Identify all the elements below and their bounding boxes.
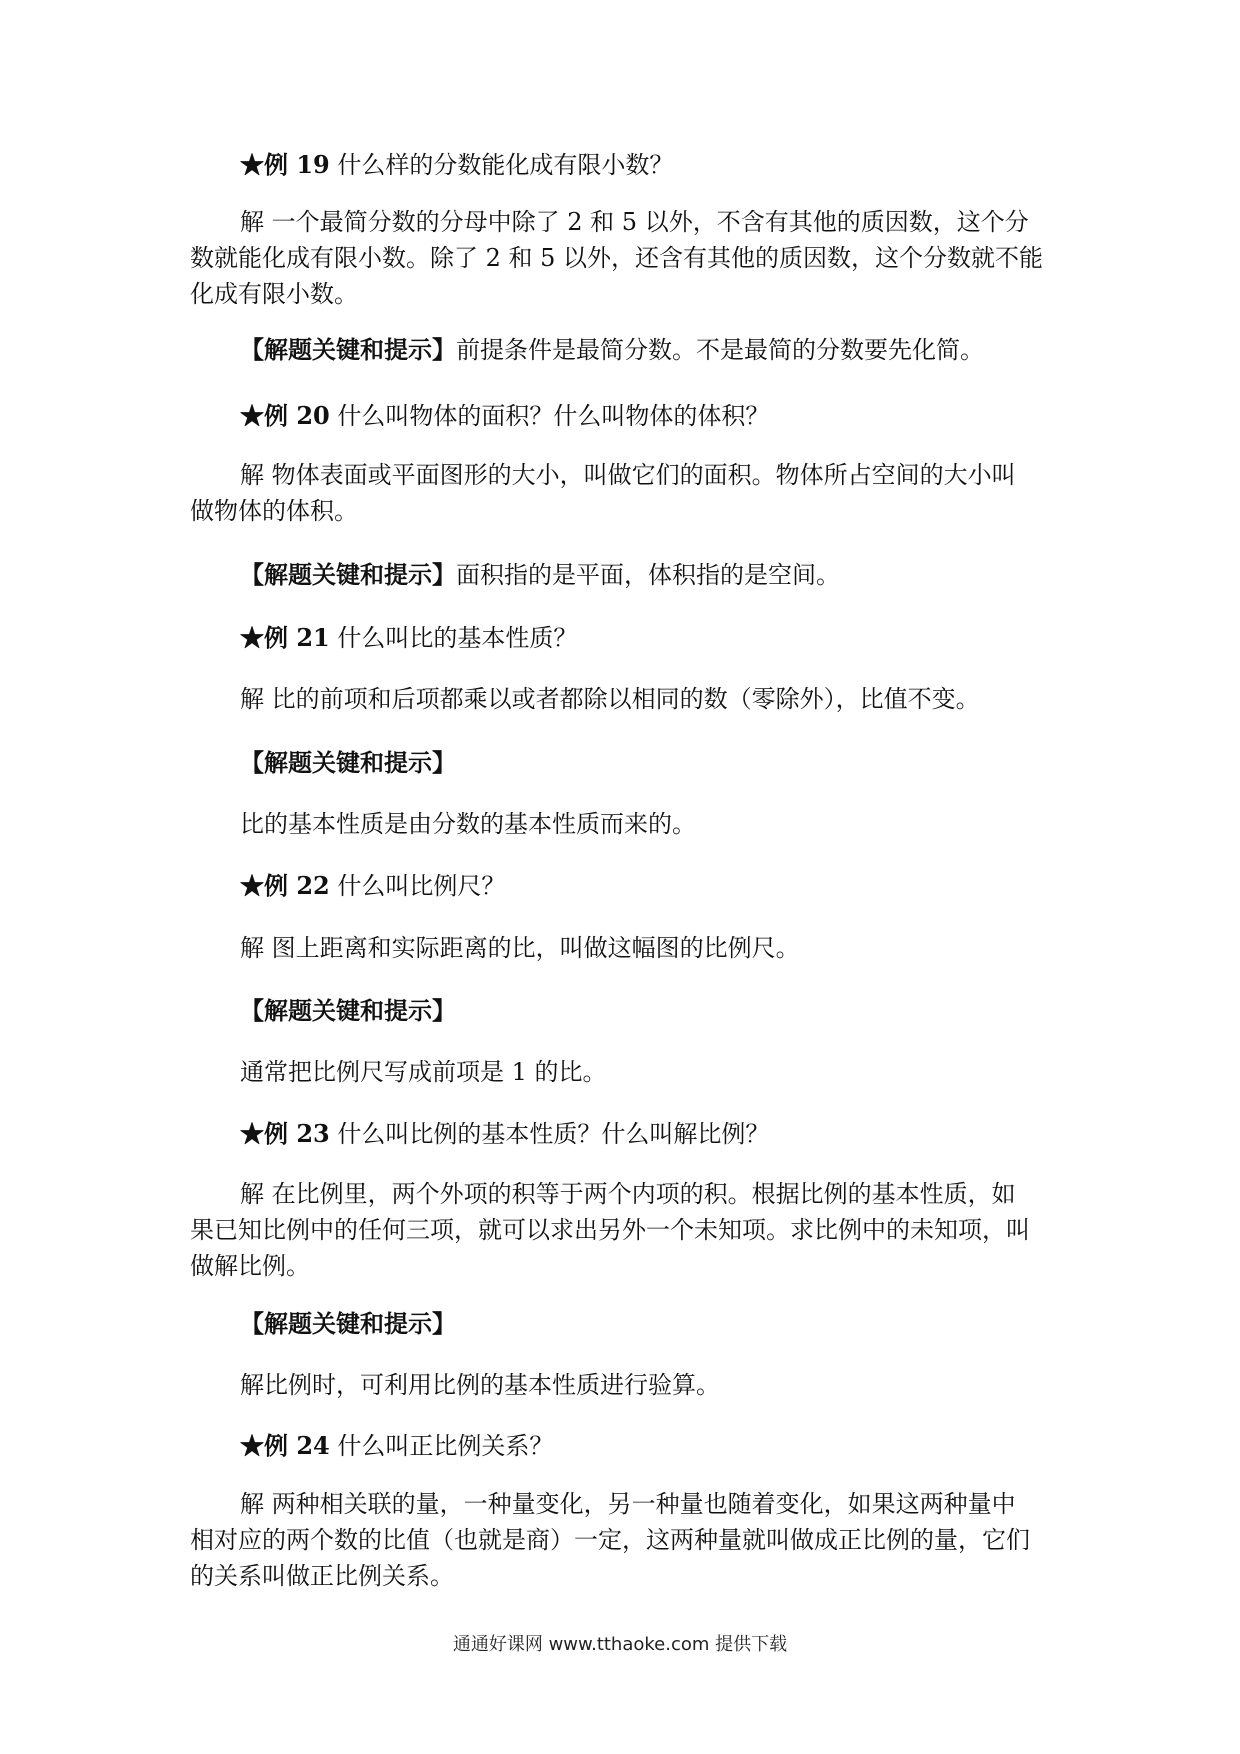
hint-text: 面积指的是平面，体积指的是空间。 — [456, 561, 840, 589]
example-20-answer-line-2: 做物体的体积。 — [190, 497, 358, 525]
example-question: 什么叫比的基本性质？ — [337, 624, 578, 652]
example-22-hint-text: 通常把比例尺写成前项是 1 的比。 — [240, 1058, 607, 1086]
answer-label: 解 — [240, 1490, 264, 1518]
example-19-title — [240, 147, 673, 183]
answer-label: 解 — [240, 685, 264, 713]
example-23-answer-line-2: 果已知比例中的任何三项，就可以求出另外一个未知项。求比例中的未知项，叫 — [190, 1216, 1030, 1244]
answer-label: 解 — [240, 461, 264, 489]
example-23-answer-line-1 — [240, 1176, 1016, 1212]
example-19-hint — [240, 332, 984, 368]
hint-label: 【解题关键和提示】 — [240, 335, 456, 364]
example-question: 什么叫正比例关系？ — [337, 1432, 554, 1460]
example-22-answer-line-1 — [240, 930, 800, 966]
example-21-answer-line-1 — [240, 681, 980, 717]
example-21-title — [240, 620, 577, 656]
example-19-answer-line-1 — [240, 204, 1029, 240]
hint-label: 【解题关键和提示】 — [240, 996, 456, 1025]
example-question: 什么样的分数能化成有限小数？ — [337, 151, 674, 179]
example-23-title — [240, 1116, 769, 1152]
example-19-answer-line-3: 化成有限小数。 — [190, 280, 358, 308]
example-question: 什么叫物体的面积？什么叫物体的体积？ — [337, 402, 770, 430]
hint-label: 【解题关键和提示】 — [240, 560, 456, 589]
example-number: ★例 23 — [240, 1119, 330, 1148]
example-22-title — [240, 868, 505, 904]
example-21-hint-label — [240, 745, 456, 781]
example-number: ★例 20 — [240, 401, 330, 430]
answer-text: 两种相关联的量，一种量变化，另一种量也随着变化，如果这两种量中 — [271, 1490, 1016, 1518]
example-number: ★例 22 — [240, 871, 330, 900]
answer-text: 在比例里，两个外项的积等于两个内项的积。根据比例的基本性质，如 — [271, 1180, 1016, 1208]
example-19-answer-line-2: 数就能化成有限小数。除了 2 和 5 以外，还含有其他的质因数，这个分数就不能 — [190, 244, 1044, 272]
example-23-answer-line-3: 做解比例。 — [190, 1252, 310, 1280]
example-21-hint-text: 比的基本性质是由分数的基本性质而来的。 — [240, 810, 696, 838]
example-23-hint-text: 解比例时，可利用比例的基本性质进行验算。 — [240, 1371, 720, 1399]
example-20-hint — [240, 557, 840, 593]
hint-label: 【解题关键和提示】 — [240, 1309, 456, 1338]
example-number: ★例 19 — [240, 150, 330, 179]
answer-text: 物体表面或平面图形的大小，叫做它们的面积。物体所占空间的大小叫 — [271, 461, 1016, 489]
answer-label: 解 — [240, 1180, 264, 1208]
example-20-answer-line-1 — [240, 457, 1016, 493]
example-question: 什么叫比例尺？ — [337, 872, 506, 900]
answer-text: 比的前项和后项都乘以或者都除以相同的数（零除外），比值不变。 — [271, 685, 980, 713]
example-24-answer-line-1 — [240, 1486, 1016, 1522]
hint-text: 前提条件是最简分数。不是最简的分数要先化简。 — [456, 336, 984, 364]
answer-text: 图上距离和实际距离的比，叫做这幅图的比例尺。 — [271, 934, 800, 962]
example-number: ★例 21 — [240, 623, 330, 652]
answer-label: 解 — [240, 934, 264, 962]
example-number: ★例 24 — [240, 1431, 330, 1460]
answer-text: 一个最简分数的分母中除了 2 和 5 以外，不含有其他的质因数，这个分 — [271, 208, 1029, 236]
example-20-title — [240, 398, 769, 434]
example-23-hint-label — [240, 1306, 456, 1342]
example-22-hint-label — [240, 993, 456, 1029]
example-24-title — [240, 1428, 553, 1464]
example-question: 什么叫比例的基本性质？什么叫解比例？ — [337, 1120, 770, 1148]
example-24-answer-line-3: 的关系叫做正比例关系。 — [190, 1562, 454, 1590]
page-footer: 通通好课网 www.tthaoke.com 提供下载 — [452, 1634, 788, 1655]
example-24-answer-line-2: 相对应的两个数的比值（也就是商）一定，这两种量就叫做成正比例的量，它们 — [190, 1526, 1030, 1554]
answer-label: 解 — [240, 208, 264, 236]
hint-label: 【解题关键和提示】 — [240, 748, 456, 777]
